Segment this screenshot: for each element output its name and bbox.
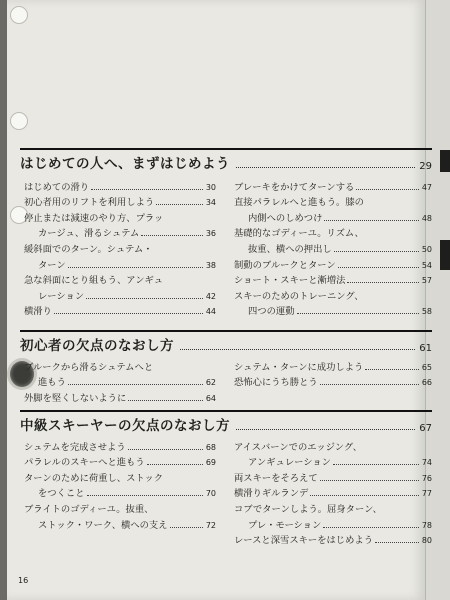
toc-left-column <box>24 358 216 405</box>
entry-title: ターンのために荷重し、ストック <box>24 472 163 484</box>
toc-entry <box>24 303 216 319</box>
toc-entry-cont <box>24 256 216 272</box>
leader-dots <box>236 429 415 430</box>
entry-page: 54 <box>421 260 432 270</box>
entry-title: コブでターンしよう。屈身ターン、 <box>234 503 382 515</box>
toc-entry <box>234 256 432 272</box>
toc-entry <box>234 178 432 194</box>
toc-entry-cont <box>24 225 216 241</box>
entry-title-cont: カージュ、滑るシュテム <box>38 228 140 240</box>
entry-page: 68 <box>205 442 216 452</box>
entry-page: 34 <box>205 198 216 208</box>
toc-entry <box>24 194 216 210</box>
entry-title: 緩斜面でのターン。シュテム・ <box>24 243 153 255</box>
toc-entry <box>234 358 432 374</box>
toc-entry <box>234 532 432 548</box>
toc-section-1 <box>20 148 432 318</box>
binder-hole <box>10 6 28 24</box>
entry-page: 36 <box>205 229 216 239</box>
entry-title-cont: 抜重、横への押出し <box>248 243 332 255</box>
toc-entry <box>24 438 216 454</box>
section-page: 61 <box>419 343 432 354</box>
entry-title-cont: ターン <box>38 259 66 271</box>
toc-entry <box>234 272 432 288</box>
leader-dots <box>236 167 415 168</box>
entry-title: ブレーキをかけてターンする <box>234 181 355 193</box>
section-page: 29 <box>419 161 432 172</box>
entry-page: 74 <box>421 458 432 468</box>
entry-page: 30 <box>205 182 216 192</box>
toc-entry <box>24 178 216 194</box>
toc-entry <box>24 469 216 485</box>
toc-entry <box>234 485 432 501</box>
entry-page: 77 <box>421 489 432 499</box>
entry-page: 57 <box>421 276 432 286</box>
binder-hole <box>10 112 28 130</box>
toc-entry <box>24 272 216 288</box>
entry-page: 80 <box>421 536 432 546</box>
leader-dots <box>180 349 415 350</box>
toc-entry <box>24 240 216 256</box>
section-header <box>20 330 432 357</box>
toc-entry <box>234 194 432 210</box>
toc-entry-cont <box>234 516 432 532</box>
page-number: 16 <box>18 576 29 585</box>
toc-entry <box>24 500 216 516</box>
entry-page: 78 <box>421 520 432 530</box>
entry-title-cont: 進もう <box>38 377 66 389</box>
entry-title-cont: アンギュレーション <box>248 457 331 469</box>
toc-left-column <box>24 438 216 532</box>
entry-title: 横滑り <box>24 306 52 318</box>
toc-section-3 <box>20 410 432 547</box>
toc-entry <box>234 469 432 485</box>
toc-entry-cont <box>234 303 432 319</box>
toc-left-column <box>24 178 216 318</box>
edge-mark <box>440 150 450 172</box>
entry-page: 58 <box>421 307 432 317</box>
toc-entry <box>234 438 432 454</box>
toc-entry <box>234 500 432 516</box>
entry-page: 50 <box>421 244 432 254</box>
entry-title: 初心者用のリフトを利用しよう <box>24 197 155 209</box>
entry-title: 制動のブルークとターン <box>234 259 336 271</box>
entry-title: アイスバーンでのエッジング、 <box>234 441 363 453</box>
toc-entry-cont <box>234 240 432 256</box>
toc-entry <box>234 287 432 303</box>
entry-title-cont: 四つの運動 <box>248 306 295 318</box>
entry-page: 65 <box>421 362 432 372</box>
entry-title-cont: ストック・ワーク、横への支え <box>38 519 168 531</box>
entry-page: 38 <box>205 260 216 270</box>
entry-title: ショート・スキーと漸増法 <box>234 275 346 287</box>
entry-title-cont: をつくこと <box>38 488 85 500</box>
entry-page: 69 <box>205 458 216 468</box>
entry-page: 62 <box>205 378 216 388</box>
entry-title: パラレルのスキーへと進もう <box>24 457 145 469</box>
entry-title: シュテムを完成させよう <box>24 441 126 453</box>
entry-page: 72 <box>205 520 216 530</box>
toc-entry-cont <box>24 516 216 532</box>
toc-right-column <box>234 178 432 318</box>
entry-title: スキーのためのトレーニング、 <box>234 290 364 302</box>
entry-page: 48 <box>421 213 432 223</box>
entry-title: 両スキーをそろえて <box>234 472 318 484</box>
entry-title: はじめての滑り <box>24 181 90 193</box>
edge-mark <box>440 240 450 270</box>
entry-title-cont: 内側へのしめつけ <box>248 212 323 224</box>
entry-title: ブルークから滑るシュテムへと <box>24 361 154 373</box>
section-header <box>20 410 432 437</box>
entry-title: 停止または減速のやり方、プラッ <box>24 212 164 224</box>
entry-page: 70 <box>205 489 216 499</box>
entry-page: 42 <box>205 291 216 301</box>
entry-page: 76 <box>421 473 432 483</box>
entry-title-cont: レーション <box>38 290 85 302</box>
entry-title: 急な斜面にとり組もう、アンギュ <box>24 275 164 287</box>
toc-entry <box>234 374 432 390</box>
toc-entry-cont <box>234 209 432 225</box>
entry-title: 恐怖心にうち勝とう <box>234 377 318 389</box>
section-title: 初心者の欠点のなおし方 <box>20 338 174 354</box>
toc-entry-cont <box>24 287 216 303</box>
toc-entry <box>24 209 216 225</box>
toc-entry <box>234 225 432 241</box>
entry-page: 47 <box>421 182 432 192</box>
entry-title: ブライトのゴディーユ。抜重、 <box>24 503 154 515</box>
entry-page: 64 <box>205 393 216 403</box>
entry-page: 44 <box>205 307 216 317</box>
toc-entry-cont <box>24 485 216 501</box>
toc-entry-cont <box>24 374 216 390</box>
toc-entry <box>24 358 216 374</box>
toc-right-column <box>234 438 432 547</box>
entry-title-cont: プレ・モーション <box>248 519 322 531</box>
entry-title: 横滑りギルランデ <box>234 488 309 500</box>
entry-title: シュテム・ターンに成功しよう <box>234 361 364 373</box>
entry-title: 基礎的なゴディーユ。リズム、 <box>234 228 364 240</box>
section-title: はじめての人へ、まずはじめよう <box>20 156 230 172</box>
entry-title: 直接パラレルへと進もう。膝の <box>234 197 364 209</box>
entry-page: 66 <box>421 378 432 388</box>
section-page: 67 <box>419 423 432 434</box>
toc-right-column <box>234 358 432 389</box>
toc-section-2 <box>20 330 432 404</box>
section-header <box>20 148 432 175</box>
toc-entry <box>24 389 216 405</box>
entry-title: 外脚を堅くしないように <box>24 392 127 404</box>
toc-entry-cont <box>234 454 432 470</box>
toc-entry <box>24 454 216 470</box>
entry-title: レースと深雪スキーをはじめよう <box>234 535 373 547</box>
section-title: 中級スキーヤーの欠点のなおし方 <box>20 418 230 434</box>
